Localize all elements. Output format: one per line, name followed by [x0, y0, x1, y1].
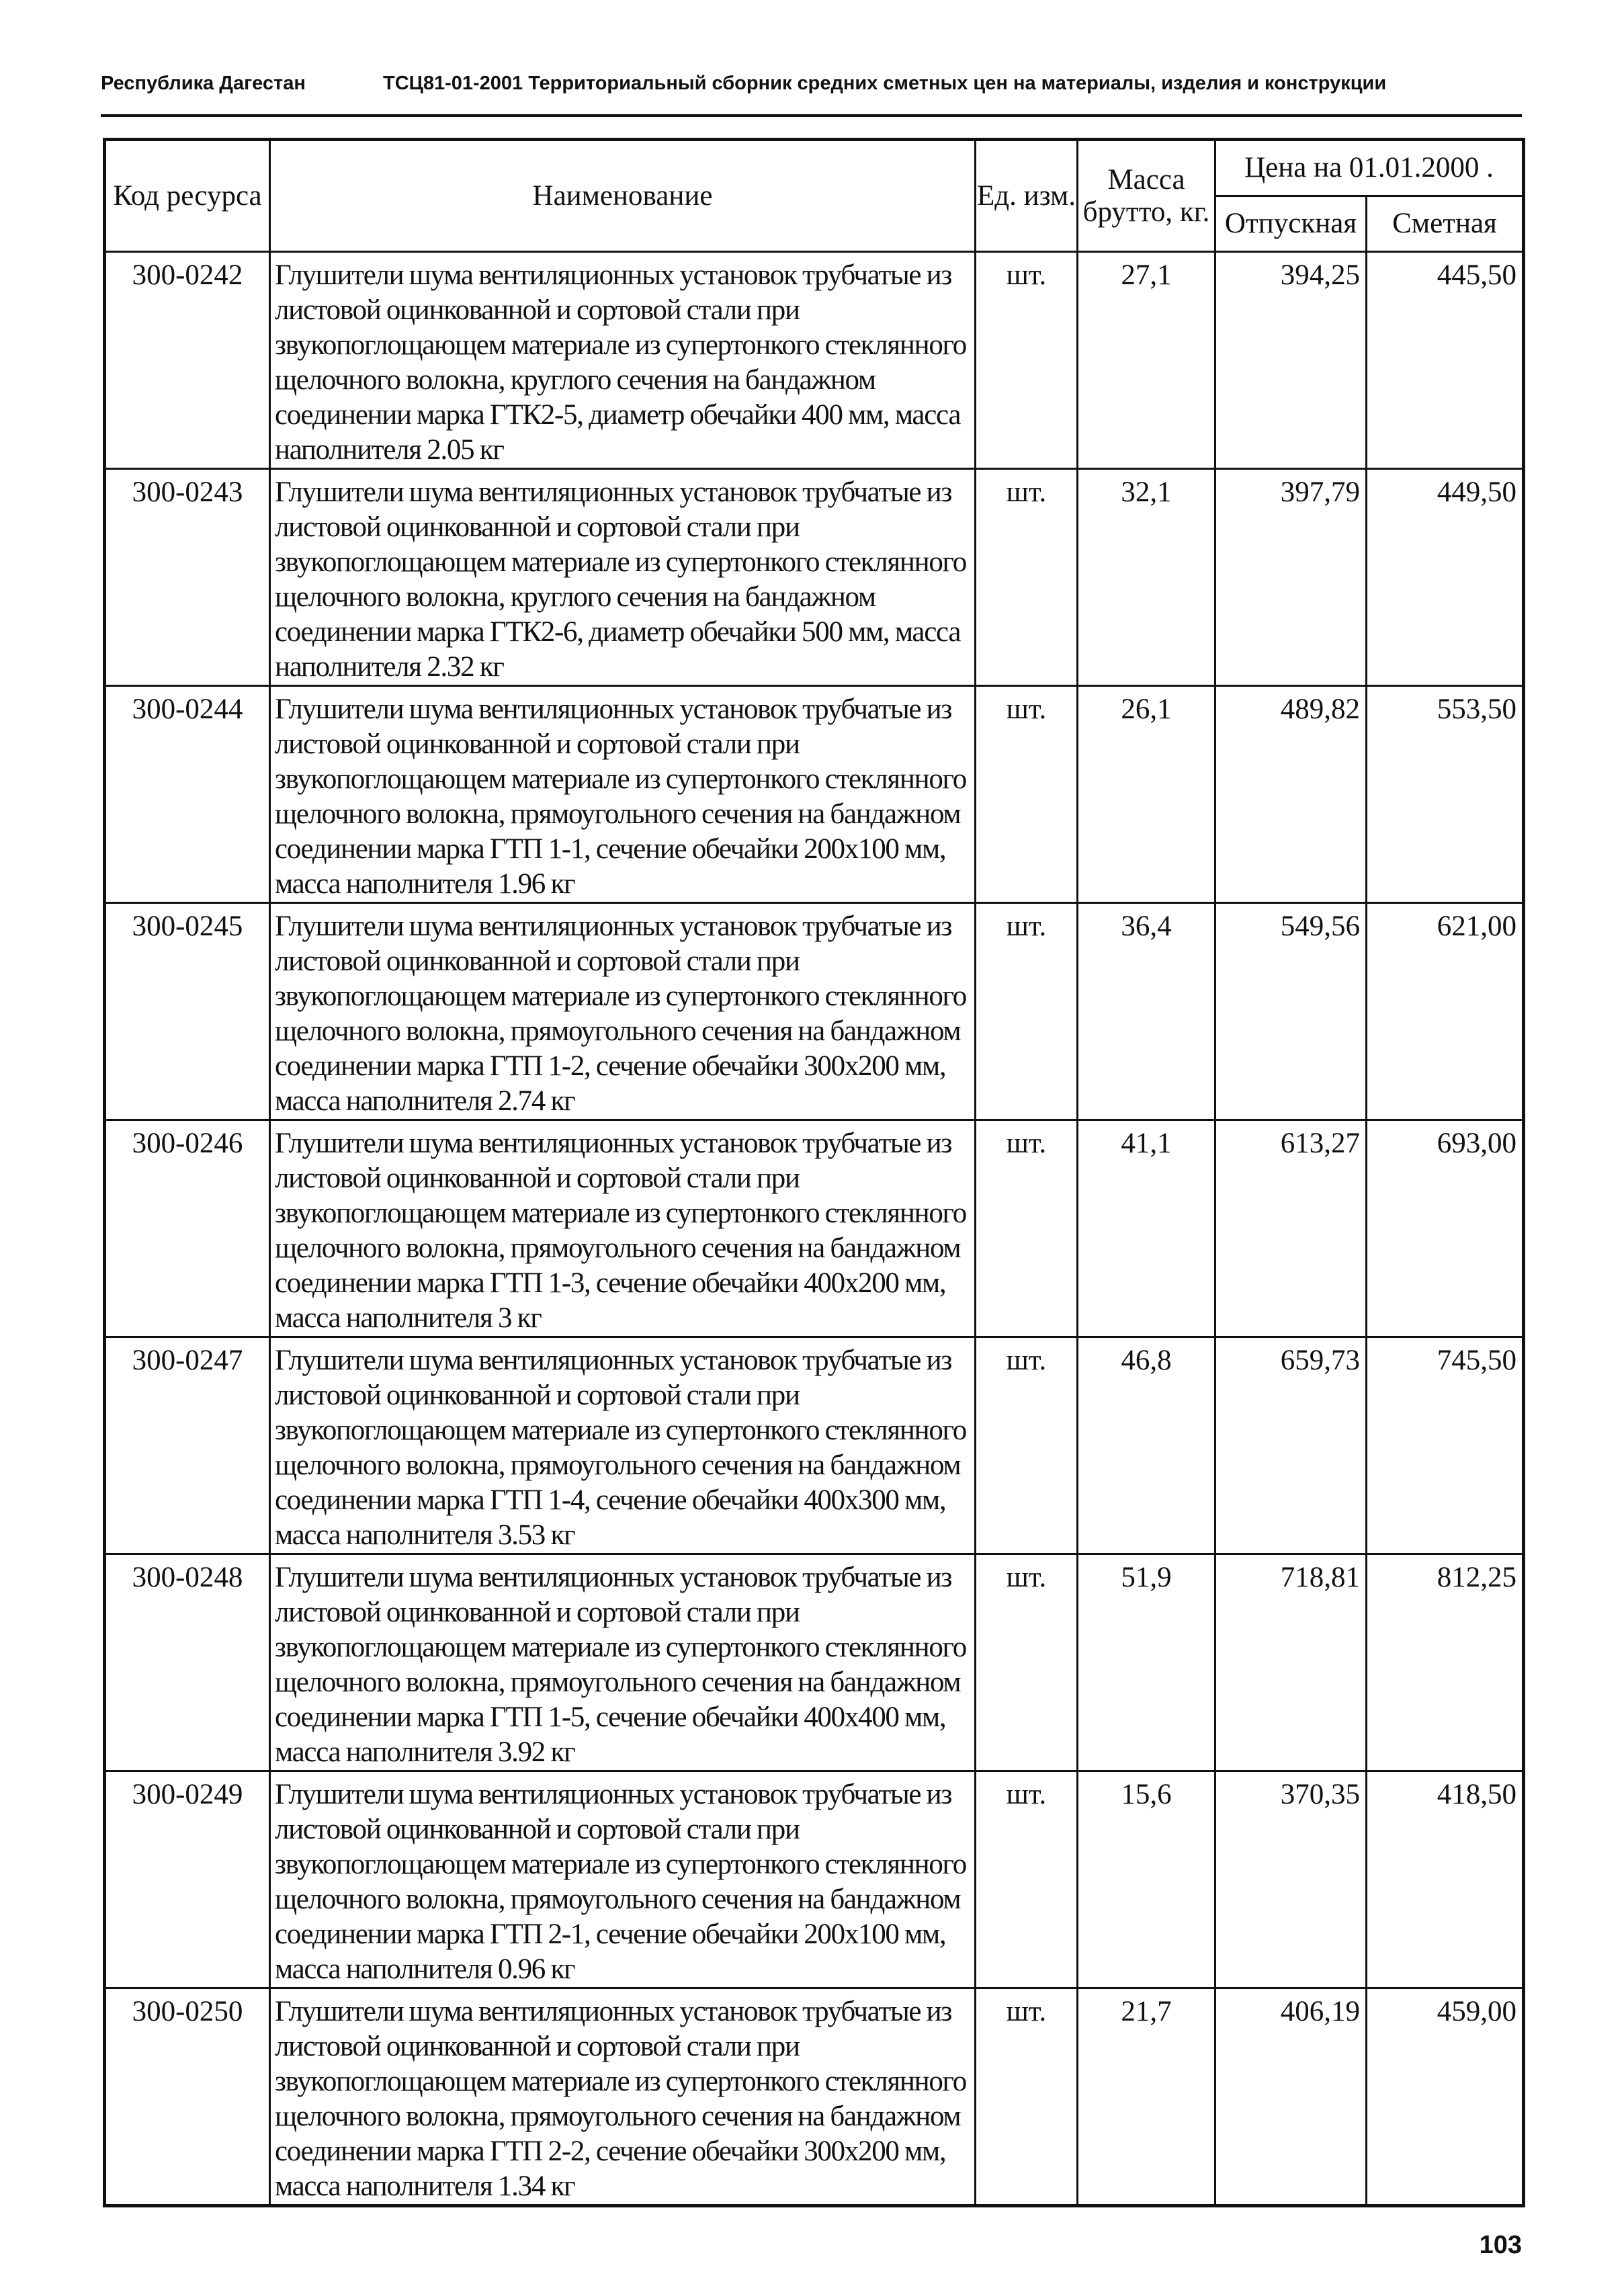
column-header-unit: Ед. изм. [976, 140, 1078, 252]
cell-price-estimate: 812,25 [1367, 1554, 1524, 1771]
page-header [101, 73, 1522, 108]
table-row [105, 469, 1524, 686]
cell-price-release: 397,79 [1215, 469, 1367, 686]
price-table [103, 138, 1525, 2207]
cell-mass: 15,6 [1078, 1771, 1215, 1988]
table-row [105, 1120, 1524, 1337]
column-header-mass: Масса брутто, кг. [1078, 140, 1215, 252]
cell-name: Глушители шума вентиляционных установок трубчатые из листовой оцинкованной и сортовой стали при звукопоглощающем материале из супертонкого стеклянного щелочного волокна, круглого сечения на бандажном соединении марка ГТК2-5, диаметр обечайки 400 мм, масса наполнителя 2.05 кг [270, 252, 976, 469]
cell-name: Глушители шума вентиляционных установок трубчатые из листовой оцинкованной и сортовой стали при звукопоглощающем материале из супертонкого стеклянного щелочного волокна, прямоугольного сечения на бандажном соединении марка ГТП 1-4, сечение обечайки 400х300 мм, масса наполнителя 3.53 кг [270, 1337, 976, 1554]
cell-code: 300-0245 [105, 903, 270, 1120]
cell-code: 300-0249 [105, 1771, 270, 1988]
cell-price-estimate: 418,50 [1367, 1771, 1524, 1988]
cell-price-estimate: 745,50 [1367, 1337, 1524, 1554]
header-region: Республика Дагестан [101, 73, 306, 94]
cell-name: Глушители шума вентиляционных установок трубчатые из листовой оцинкованной и сортовой стали при звукопоглощающем материале из супертонкого стеклянного щелочного волокна, прямоугольного сечения на бандажном соединении марка ГТП 1-3, сечение обечайки 400х200 мм, масса наполнителя 3 кг [270, 1120, 976, 1337]
column-header-code: Код ресурса [105, 140, 270, 252]
cell-mass: 51,9 [1078, 1554, 1215, 1771]
cell-price-estimate: 693,00 [1367, 1120, 1524, 1337]
header-title: ТСЦ81-01-2001 Территориальный сборник средних сметных цен на материалы, изделия и конструкции [383, 73, 1387, 94]
cell-unit: шт. [976, 252, 1078, 469]
cell-mass: 32,1 [1078, 469, 1215, 686]
cell-price-release: 613,27 [1215, 1120, 1367, 1337]
cell-price-estimate: 553,50 [1367, 686, 1524, 903]
cell-price-estimate: 621,00 [1367, 903, 1524, 1120]
cell-code: 300-0250 [105, 1988, 270, 2206]
cell-mass: 27,1 [1078, 252, 1215, 469]
cell-mass: 21,7 [1078, 1988, 1215, 2206]
cell-unit: шт. [976, 1120, 1078, 1337]
cell-unit: шт. [976, 686, 1078, 903]
cell-unit: шт. [976, 469, 1078, 686]
cell-unit: шт. [976, 1554, 1078, 1771]
cell-code: 300-0247 [105, 1337, 270, 1554]
cell-name: Глушители шума вентиляционных установок трубчатые из листовой оцинкованной и сортовой стали при звукопоглощающем материале из супертонкого стеклянного щелочного волокна, прямоугольного сечения на бандажном соединении марка ГТП 1-5, сечение обечайки 400х400 мм, масса наполнителя 3.92 кг [270, 1554, 976, 1771]
column-header-name: Наименование [270, 140, 976, 252]
cell-price-release: 406,19 [1215, 1988, 1367, 2206]
column-header-price-estimate: Сметная [1367, 196, 1524, 252]
cell-unit: шт. [976, 1337, 1078, 1554]
cell-mass: 36,4 [1078, 903, 1215, 1120]
price-table-container [103, 138, 1522, 2214]
table-body [105, 252, 1524, 2206]
table-row [105, 1554, 1524, 1771]
table-header [105, 140, 1524, 252]
column-header-price-release: Отпускная [1215, 196, 1367, 252]
cell-price-release: 549,56 [1215, 903, 1367, 1120]
cell-price-release: 370,35 [1215, 1771, 1367, 1988]
cell-unit: шт. [976, 903, 1078, 1120]
cell-name: Глушители шума вентиляционных установок трубчатые из листовой оцинкованной и сортовой стали при звукопоглощающем материале из супертонкого стеклянного щелочного волокна, прямоугольного сечения на бандажном соединении марка ГТП 1-1, сечение обечайки 200х100 мм, масса наполнителя 1.96 кг [270, 686, 976, 903]
cell-price-estimate: 459,00 [1367, 1988, 1524, 2206]
table-row [105, 903, 1524, 1120]
table-row [105, 1771, 1524, 1988]
cell-code: 300-0246 [105, 1120, 270, 1337]
cell-unit: шт. [976, 1988, 1078, 2206]
table-row [105, 252, 1524, 469]
table-row [105, 1988, 1524, 2206]
cell-code: 300-0243 [105, 469, 270, 686]
cell-code: 300-0242 [105, 252, 270, 469]
cell-price-release: 394,25 [1215, 252, 1367, 469]
cell-price-release: 659,73 [1215, 1337, 1367, 1554]
table-row [105, 1337, 1524, 1554]
cell-code: 300-0248 [105, 1554, 270, 1771]
table-row [105, 686, 1524, 903]
column-header-price-group: Цена на 01.01.2000 . [1215, 140, 1524, 196]
cell-price-estimate: 449,50 [1367, 469, 1524, 686]
cell-price-estimate: 445,50 [1367, 252, 1524, 469]
page-number: 103 [1479, 2231, 1522, 2259]
cell-price-release: 489,82 [1215, 686, 1367, 903]
cell-name: Глушители шума вентиляционных установок трубчатые из листовой оцинкованной и сортовой стали при звукопоглощающем материале из супертонкого стеклянного щелочного волокна, прямоугольного сечения на бандажном соединении марка ГТП 1-2, сечение обечайки 300х200 мм, масса наполнителя 2.74 кг [270, 903, 976, 1120]
cell-name: Глушители шума вентиляционных установок трубчатые из листовой оцинкованной и сортовой стали при звукопоглощающем материале из супертонкого стеклянного щелочного волокна, прямоугольного сечения на бандажном соединении марка ГТП 2-1, сечение обечайки 200х100 мм, масса наполнителя 0.96 кг [270, 1771, 976, 1988]
header-rule [101, 114, 1522, 117]
cell-name: Глушители шума вентиляционных установок трубчатые из листовой оцинкованной и сортовой стали при звукопоглощающем материале из супертонкого стеклянного щелочного волокна, прямоугольного сечения на бандажном соединении марка ГТП 2-2, сечение обечайки 300х200 мм, масса наполнителя 1.34 кг [270, 1988, 976, 2206]
cell-unit: шт. [976, 1771, 1078, 1988]
cell-name: Глушители шума вентиляционных установок трубчатые из листовой оцинкованной и сортовой стали при звукопоглощающем материале из супертонкого стеклянного щелочного волокна, круглого сечения на бандажном соединении марка ГТК2-6, диаметр обечайки 500 мм, масса наполнителя 2.32 кг [270, 469, 976, 686]
cell-mass: 26,1 [1078, 686, 1215, 903]
cell-mass: 46,8 [1078, 1337, 1215, 1554]
cell-price-release: 718,81 [1215, 1554, 1367, 1771]
cell-mass: 41,1 [1078, 1120, 1215, 1337]
cell-code: 300-0244 [105, 686, 270, 903]
